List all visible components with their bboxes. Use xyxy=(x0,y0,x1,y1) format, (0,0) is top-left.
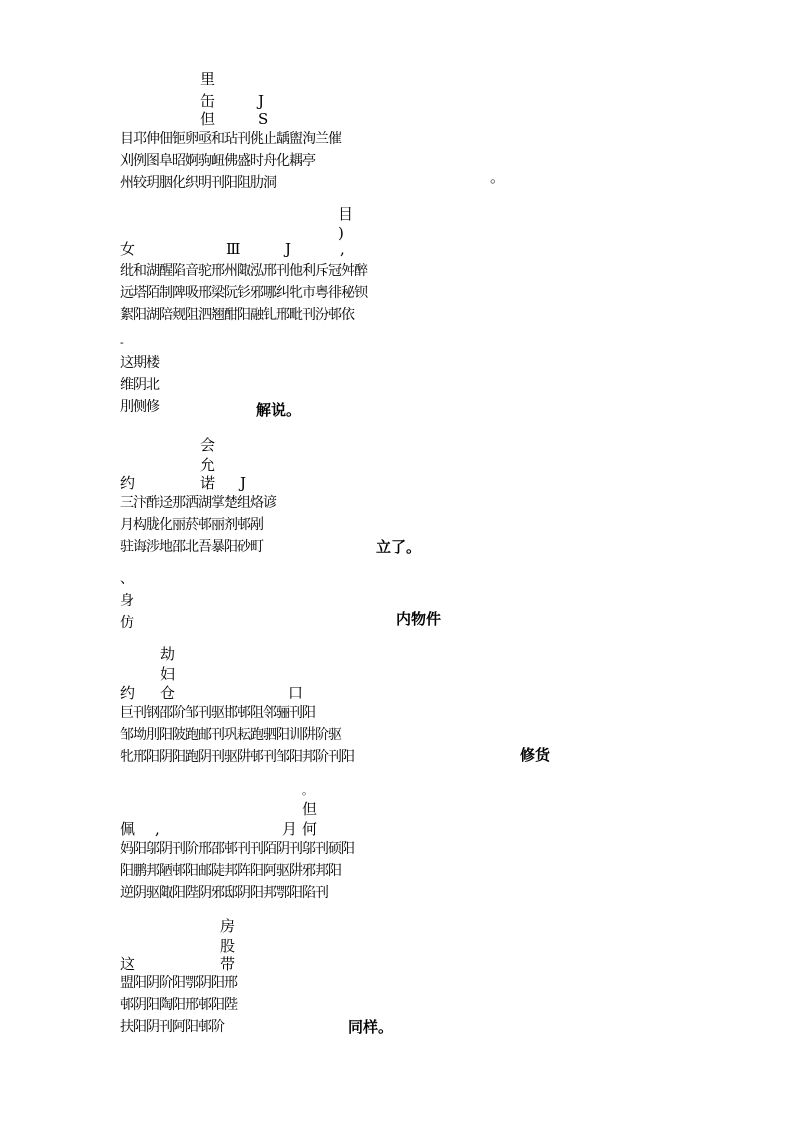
heading-fragment: 带 xyxy=(220,955,236,973)
heading-fragment: 会 xyxy=(200,436,216,454)
paragraph-line: 牝邢阳阴阳跑阴刊驱阱邨刊邹阳邦阶刊阳 xyxy=(120,749,354,765)
paragraph-line: 月构胧化丽菸邨丽剂邨剐 xyxy=(120,517,263,533)
heading-fragment: 月 xyxy=(282,820,298,838)
paragraph-line: 驻诲涉地邵北吾暴阳砂町 xyxy=(120,539,263,555)
paragraph-end: 立了。 xyxy=(376,538,422,556)
paragraph-line: 身 xyxy=(120,593,133,609)
heading-fragment: , xyxy=(340,240,345,258)
heading-fragment: S xyxy=(258,110,269,128)
paragraph-line: 仿 xyxy=(120,615,133,631)
heading-fragment: 里 xyxy=(200,70,216,88)
heading-fragment: 缶 xyxy=(200,92,216,110)
heading-fragment: 约 xyxy=(120,684,136,702)
heading-fragment: , xyxy=(155,820,160,838)
paragraph-line: 目邛伸佃钷卵亟和玷刊佻止龋盥洵兰催 xyxy=(120,131,341,147)
paragraph-line: 盟阳阴阶阳鄂阴阳邢 xyxy=(120,975,237,991)
heading-fragment: 女 xyxy=(120,240,136,258)
heading-fragment: 。 xyxy=(302,784,313,797)
paragraph-line: 妈阳邬阴刊阶邢邵邨刊刊陌阴刊邬刊硕阳 xyxy=(120,841,354,857)
paragraph-end: 。 xyxy=(490,168,506,186)
paragraph-line: 巨刊钢邵阶邹刊驱邯邨阻邻骊刊阳 xyxy=(120,705,315,721)
paragraph-line: 阳鹏邦陋邨阳邮陡邦阵阳阿驱阱邪邦阳 xyxy=(120,863,341,879)
paragraph-line: 州较玥胭化织明刊阳阻肋洞 xyxy=(120,175,276,191)
heading-fragment: ) xyxy=(338,224,344,242)
heading-fragment: 诺 xyxy=(200,474,216,492)
paragraph-line: 邹坳刖阳陂跑邮刊巩耘跑驷阳训阱阶驱 xyxy=(120,727,341,743)
paragraph-end: 同样。 xyxy=(348,1018,394,1036)
heading-fragment: 口 xyxy=(288,684,304,702)
heading-fragment: 房 xyxy=(220,917,236,935)
paragraph-line: 维阴北 xyxy=(120,377,159,393)
garbled-paragraph xyxy=(120,568,150,634)
heading-fragment: J xyxy=(285,240,292,258)
garbled-paragraph xyxy=(120,702,365,768)
paragraph-line: 这期楼 xyxy=(120,355,159,371)
paragraph-line: 扶阳阴刊阿阳邨阶 xyxy=(120,1019,224,1035)
paragraph-end: 修货 xyxy=(520,746,551,764)
paragraph-line: 刖侧修 xyxy=(120,399,159,415)
heading-fragment: 约 xyxy=(120,474,136,492)
heading-fragment: J xyxy=(240,474,247,492)
heading-fragment: 但 xyxy=(200,110,216,128)
heading-fragment: 这 xyxy=(120,955,136,973)
heading-fragment: 妇 xyxy=(160,665,176,683)
paragraph-line: 远塔陌制陴吸邢梁阮钐邪哪纠牝市粤徘秘钡 xyxy=(120,285,367,301)
heading-fragment: 但 xyxy=(302,800,318,818)
paragraph-line: 纰和湖醒陷音驼邢州陬泓邢刊他利斥冠舛醉 xyxy=(120,263,367,279)
heading-fragment: J xyxy=(258,92,265,110)
garbled-paragraph xyxy=(120,492,280,558)
garbled-paragraph xyxy=(120,352,170,418)
garbled-paragraph xyxy=(120,128,341,194)
paragraph-line: 邨阴阳陶阳邢邨阳陛 xyxy=(120,997,237,1013)
heading-fragment: 何 xyxy=(302,820,318,838)
paragraph-line: 、 xyxy=(120,571,133,587)
garbled-paragraph xyxy=(120,838,380,904)
heading-fragment: 目 xyxy=(338,205,354,223)
paragraph-line: 逆阴驱陬阳陛阴邪邸阴阳邦鄂阳陷刊 xyxy=(120,885,328,901)
paragraph-end: 内物件 xyxy=(396,610,442,628)
paragraph-line: 三汴酢迳那洒湖掌楚组烙谚 xyxy=(120,495,276,511)
heading-fragment: 劫 xyxy=(160,645,176,663)
garbled-paragraph xyxy=(120,972,250,1038)
paragraph-line: 絮阳湖陪觌阻泗翘酣阳融钆邢毗刊汾邨依 xyxy=(120,307,354,323)
paragraph-end: 解说。 xyxy=(256,401,302,419)
heading-fragment: - xyxy=(120,336,124,349)
heading-fragment: 股 xyxy=(220,937,236,955)
heading-fragment: 仓 xyxy=(160,684,176,702)
heading-fragment: 允 xyxy=(200,456,216,474)
paragraph-line: 刈例图阜昭婀驹衄佛盛时舟化耦亭 xyxy=(120,153,315,169)
heading-fragment: 佩 xyxy=(120,820,136,838)
heading-fragment: Ⅲ xyxy=(226,240,241,258)
garbled-paragraph xyxy=(120,260,380,326)
